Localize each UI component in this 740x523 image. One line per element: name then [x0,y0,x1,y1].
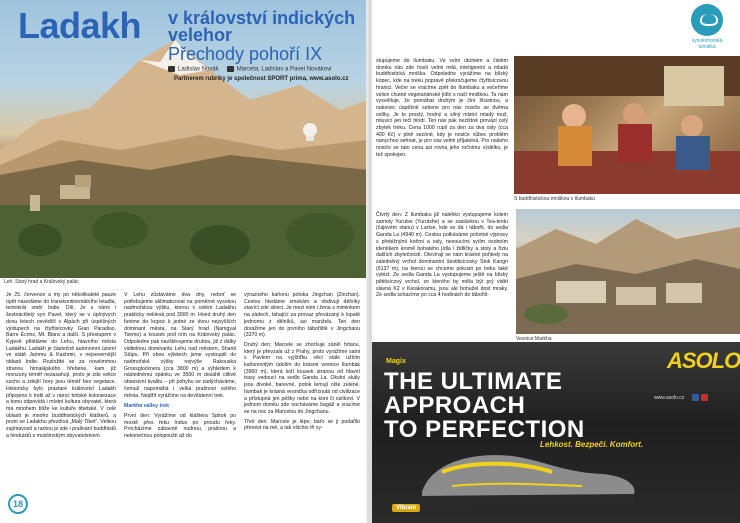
pen-icon [168,66,175,72]
village-scene [516,209,740,334]
ad-social-icons [692,394,708,401]
mountain-logo-icon [691,4,723,36]
right-text-column-2: Čtvrtý den: Z Ilumbaku již nalehko vystupujeme kolem samoty Yurutse (Yurutshe) a se zastávkou v Tea-tentu (čajovém stanu) v Lartse, kde se dá i tábořit, do sedla Ganda La (4940 m). Cestou potkáváme početné výpravy s přetéžnými koňmi a osly, nesoucími sytím osobním identíkem kromě bohatého jídla i židličky a stoly a řiziu dalších zbytečností. Otevírají se nám krásné pohledy na zaledněný vrchol dominantní šestitisícovky Stok Kangri (6137 m), na kterou se chceme pokusit po treku také vylézt. Ze sedla Ganda La vystupujeme ještě na blízký pětitisícový vrchol, ze kterého by měla být prý vidět slavná K2 v Karakoramu, jsou ale bohužel dost mraky. Ze sedla scházíme po cca 4 hodinách do tábořiš- [376,212,508,299]
asolo-advertisement[interactable] [372,342,740,523]
ad-headline: THE ULTIMATE APPROACH TO PERFECTION [384,368,585,443]
camera-icon [227,66,234,72]
left-page [0,0,368,523]
article-title [18,5,356,64]
interior-scene [514,56,740,194]
right-page [372,0,740,523]
photo-nun-interior [514,56,740,194]
page-number: 18 [8,494,28,514]
asolo-logo: ASOLO [667,348,740,373]
ad-url[interactable]: www.asolo.cz [654,395,685,401]
byline [168,66,331,73]
youtube-icon[interactable] [701,394,708,401]
right-text-column-1: stupujeme do Ilumbaku. Ve vsím útulném a čistém domku nás zde hostí velmi milá, inteligentní a mladá buddhistická mniška. Odpoledne vyrážíme na blízký kopec, kde na treku popravě překročujeme čtyřtisícovou hranici. Večer se vracíme zpět do Ilumbaku a večeříme velice chutné vegetariánské jídlo s naší mniškou. Ta nám vysvětluje, že pomáhat druhým je činí šťastnou, a nakonec úspěšně sešene pro nás nosiče se dvěma oslíky. Je to prostý, hodný a silný mlstní mladý muž, mluvící jen tečí hindí. Ten nás pak nezištně provází celý zbytek treku. Cena 1000 rupií za den za dva osly (cca 400 Kč) v plné sezóně, kdy je nosiče vůbec problém nanychno sehnat, je pro nás velmi příjatelná. Pro našeho nosiče se tato cena asi rovná jeho ročnímu výdělku, je tež spokojen. [376,58,508,158]
photographers: Marcela, Ladislav a Pavel Novákovi [227,66,332,73]
ad-tagline: Lehkost. Bezpečí. Komfort. [540,440,644,449]
title-series: Přechody pohoří IX [168,44,323,64]
photo1-caption: S buddhistickou mniškou v Ilumbaku [514,196,595,202]
section-logo [678,4,736,50]
facebook-icon[interactable] [692,394,699,401]
logo-line2: turistika [698,44,716,50]
text-column-2: V Lehu zůstáváme dva dny, neboť se potřebujeme aklimatizovat na poměrně vysokou nadmořskou výšku, kterou v celém Ladakhu prakticky neklesá pod 3000 m. Hned druhý den funime do kopce k jedné ze dvou nejvyšších dominant města, na Starý hrad (Namgyal Tsemo) a kousek pod ním na Královský palác. Odpoledne pak navštěvujeme druhou, již z dálky viditelnou dominantu Lehu nad městem, Shanti Stūpu. Při obou výletech jsme vystoupili do nadmořské výšky nejvýše Rakouska Grossglockneru (cca 3800 m) a výhledem k následnému spánku ve 3500 m dosáhli citlivě obsesivní kvalitu – při pohybu se zadýcháváme, čemuž napomáhá i velká prašnost celého města. Nejdřít vyrážíme na devítidenní trek. Markha valley trek První den: Vyrážíme od kláštera Spitok po mostě přes řeku Indus po proudu řeky. Procházíme zábavně nudnou, prašnou a nekonečnou polopouští až do [124,292,236,440]
photo-markha-village [516,209,740,334]
author: Ladislav Novák [168,66,219,73]
section-heading: Markha valley trek [124,403,169,410]
title-main: Ladakh [18,5,142,46]
vibram-logo: Vibram [392,504,420,512]
text-column-1: Je 25. července a my po několikaleté pauze opět nasedáme do transkontinentálního letadla, tentokrát směr Indie. Dilí, Je s námi i šestnáctiletý syn Pavel, který se v úplnývych dvou letech osvědčil v Alpách při úspěšných výstupech na čtyřtisícovky Gran Paradiso, Barre Écrins, Mt. Blanc a další. S přestupem v Kyjevě přilétáme do Lehu, hlavního města Ladakhu. Ladakh je částečně autonomní území ve státě Jammu & Kashmir, v nejsevernější oblasti Indie. Rozložité se za novéimmou stranou himalájského hřebene, kam již monzuny téměř nezasahují, proto je zde velice sucho a zdejší hory jsou téměř bez vegetace. Historicky bylo prastaré království Ladakh připojeno k Indii až v rámci britské koloniezace a tomu odpovídá i místní kultura obyvatel, která má mnohem blíže ke kultuře tibetské. V celé oblasti je mnoho buddhistických klášterů, a proto se Ladakhu přezdívá „Malý Tibet“. Velkou zajímavostí a raritou je zde i pralinání buddhistů a hinduistů s muslimským obyvatelstvem. [6,292,116,439]
photo2-caption: Vesnice Markha [516,336,552,342]
logo-line1: vysokohorská [691,38,723,44]
hiking-shoe-image [412,442,642,510]
hero-caption: Leh. Starý hrad a Královský palác [4,279,79,285]
title-subtitle: v království indických velehor [168,8,356,45]
ad-model-name: Magix [386,358,406,365]
text-column-3: výrazného kaňonu potoka Jingchan (Zinchan). Cestou hledáme smekám a obdivujl dělníky stavící zde silnici. Je mezi nimi i žena s miminkem na zádech, tahající za provaz převázaný k lopatě jednomu z dělníků, asi manželu. Ten den dorážíme jen do prvního tábořiště v Jingchanu (3370 m). Druhý den: Marcele se zhoršuje záněl hrtanu, který je převzala už z Prahy, proto vyrážíme sami s Pavlem na vyjížďku věcí stále užším kaňonovitým údolím do krásné vesnice Ilumbak (3960 m), která leží kousek stranou od hlavní trasy vedoucí na sedlo Ganda La. Okolní skály jsou divoké, barevné, potok lemují olše zelené. Ilumbak je krásná vesnička odříznutá od civilizace a přístupná jen pěšky nebo na koni či oslíkovi. V jednom domku zde nocháváme bagáž a vracíme se na noc za Marcelou do Jingchanu. Třetí den: Marcele je lépe, baťo se ji podařilo přenést na mě, a tak všichni tři vy- [244,292,360,432]
partner-note: Partnerem rubriky je společnost SPORT prima, www.asolo.cz [174,76,349,82]
